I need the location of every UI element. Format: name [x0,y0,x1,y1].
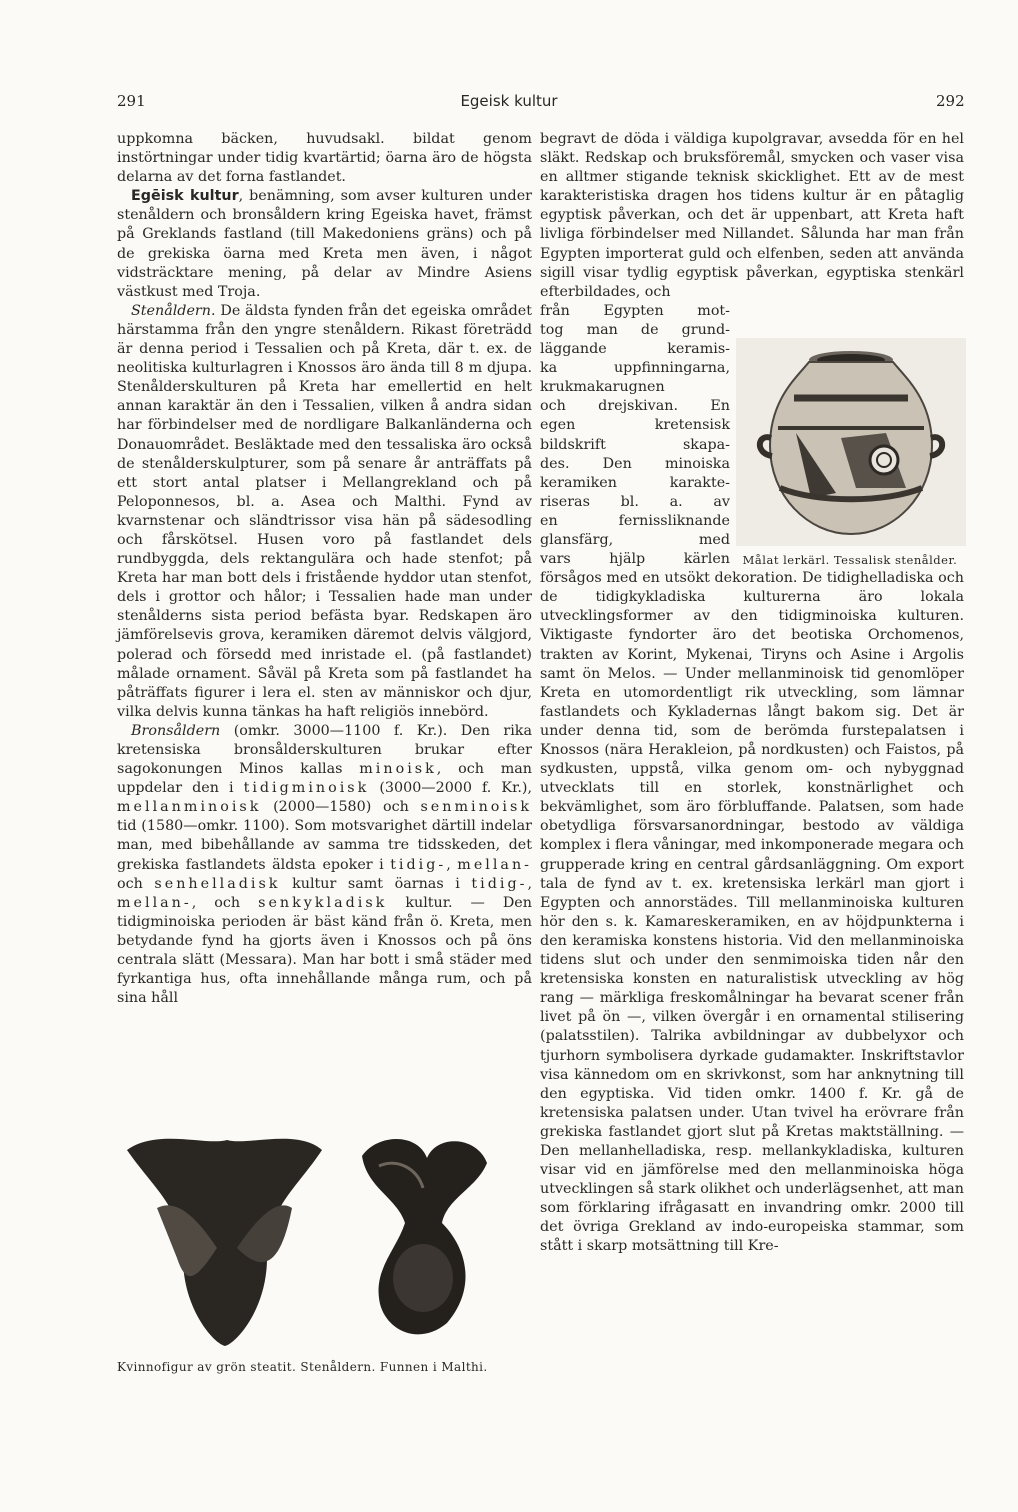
paragraph-stenaldern: Stenåldern. De äldsta fynden från det egeiska området härstamma från den yngre stenåldern. Rikast företrädd är denna period i Tessalien och på Kreta, där t. ex. de neolitiska kulturlagren i Knossos äro ända till 8 m djupa. Stenålderskulturen på Kreta har emellertid en helt annan karaktär än den i Tessalien, vilken å andra sidan har förbindelser med de nordligare Balkanländerna och Donauområdet. Besläktade med den tessaliska äro också de stenålderskulpturer, som på senare år anträffats på ett stort antal platser i Mellangrekland och på Peloponnesos, bl. a. Asea och Malthi. Fynd av kvarnstenar och sländtrissor visa hän på sädesodling och fårskötsel. Husen voro på fastlandet dels rundbyggda, dels rektangulära och hade stenfot; på Kreta har man bott dels i fristående hyddor utan stenfot, dels i grottor och hålor; i Tessalien hade man under stenålderns sista period befästa byar. Redskapen äro jämförelsevis grova, keramiken däremot delvis välgjord, polerad och försedd med inristade el. (på fastlandet) målade ornament. Såväl på Kreta som på fastlandet ha påträffats figurer i lera el. sten av människor och djur, vilka delvis kunna tänkas ha haft religiös innebörd. [117,302,532,720]
wrap-line: riseras bl. a. av [540,493,730,510]
painted-vase-image [736,338,966,546]
paragraph-bronsaldern: Bronsåldern (omkr. 3000—1100 f. Kr.). Den rika kretensiska bronsålderskulturen brukar efter sagokonungen Minos kallas minoisk, och man uppdelar den i tidigminoisk (3000—2000 f. Kr.), mellanminoisk (2000—1580) och senminoisk tid (1580—omkr. 1100). Som motsvarighet därtill indelar man, med bibehållande av samma tre tidsskeden, det grekiska fastlandets äldsta epoker i tidig-, mellan- och senhelladisk kultur samt öarnas i tidig-, mellan-, och senkykladisk kultur. — Den tidigminoiska perioden är bäst känd från ö. Kreta, men betydande fynd ha gjorts även i Knossos och på öns centrala slätt (Messara). Man har bott i små städer med fyrkantiga hus, ofta innehållande många rum, och på sina håll [117,722,533,1007]
page-number-right: 292 [936,92,965,110]
wrap-line: från Egypten mot- [540,302,730,319]
wrap-line: bildskrift skapa- [540,436,730,453]
wrap-line: vars hjälp kärlen [540,551,730,568]
wrap-line: tog man de grund- [540,321,730,338]
paragraph-egeisk: Egēisk kultur, benämning, som avser kulturen under stenåldern och bronsåldern kring Egeiska havet, främst på Greklands fastland (till Makedoniens gräns) och på de grekiska öarna med Kreta men även, i något vidsträcktare mening, på delar av Mindre Asiens västkust med Troja. [117,188,532,300]
wrap-line: ka uppfinningarna, [540,360,730,377]
wrap-line: glansfärg, med [540,531,730,548]
wrap-line: des. Den minoiska [540,455,730,472]
wrap-line: keramiken karakte- [540,474,730,491]
page-number-left: 291 [117,92,146,110]
wrap-line: en fernissliknande [540,512,730,529]
vase-caption: Målat lerkärl. Tessalisk stenålder. [742,553,958,567]
wrap-line: och drejskivan. En [540,398,730,415]
left-column [117,130,532,1008]
page-title: Egeisk kultur [460,92,558,110]
paragraph-intro: uppkomna bäcken, huvudsakl. bildat genom instörtningar under tidig kvartärtid; öarna äro de högsta delarna av det forna fastlandet. [117,131,532,186]
paragraph-right-rest: försågos med en utsökt dekoration. De tidighelladiska och de tidigkykladiska kulturerna äro lokala utvecklingsformer av den tidigminoiska kulturen. Viktigaste fyndorter äro det beotiska Orchomenos, trakten av Korint, Mykenai, Tiryns och Asine i Argolis samt ön Melos. — Under mellanminoisk tid genomlöper Kreta en utomordentligt rik utveckling, som lämnar fastlandets och Kykladernas långt bakom sig. Det är under denna tid, som de berömda furstepalatsen i Knossos (nära Herakleion, på nordkusten) och Faistos, på sydkusten, uppstå, vilka genom om- och nybyggnad utvecklats till en storlek, konstnärlighet och bekvämlighet, som äro förbluffande. Palatsen, som hade obetydliga försvarsanordningar, bestodo av väldiga komplex i flera våningar, med inkomponerade megara och grupperade kring en central gårdsanläggning. Om export tala de fynd av t. ex. kretensiska lerkärl man gjort i Egypten och annorstädes. Till mellanminoiska kulturen hör den s. k. Kamareskeramiken, en av höjdpunkterna i den keramiska konstens historia. Vid den mellanminoiska tidens slut och under den senmimoiska tiden når den kretensiska konsten en naturalistisk utveckling av hög rang — märkliga freskomålningar ha bevarat scener från livet på ön —, vilken övergår i en ornamental stilisering (palatsstilen). Talrika avbildningar av dubbelyxor och tjurhorn symbolisera dyrkade gudamakter. Inskriftstavlor visa kännedom om en skrivkonst, som har anknytning till den egyptiska. Vid tiden omkr. 1400 f. Kr. gå de kretensiska palatsen under. Utan tvivel ha erövrare från grekiska fastlandet gjort slut på Kretas maktställning. — Den mellanhelladiska, resp. mellankykladiska, kulturen visar vid en jämförelse med den mellanminoiska höga utvecklingen så stark olikhet och underlägsenhet, att man som förklaring ifrågasatt en invandring omkr. 2000 till det övriga Grekland av indo-europeiska stammar, som stått i skarp motsättning till Kre- [540,570,964,1255]
vase-illustration [736,338,966,546]
wrap-line: egen kretensisk [540,417,730,434]
paragraph-right-top: begravt de döda i väldiga kupolgravar, avsedda för en hel släkt. Redskap och bruksföremål, smycken och vaser visa en alltmer stigande teknisk skicklighet. Ett av de mest karakteristiska dragen hos tidens kultur är en påtaglig egyptisk påverkan, och det är uppenbart, att Kreta haft livliga förbindelser med Nillandet. Sålunda har man från Egypten importerat guld och elfenben, seden att använda sigill visar tydlig egyptisk påverkan, egyptiska stenkärl efterbildades, och [540,131,964,300]
wrap-line: krukmakarugnen [540,379,665,396]
figurine-illustration [117,1128,532,1350]
female-figurine-image [117,1128,532,1350]
text-beside-vase [540,302,730,569]
wrap-line: läggande keramis- [540,341,730,358]
right-column [540,130,964,1257]
figurine-caption: Kvinnofigur av grön steatit. Stenåldern. Funnen i Malthi. [117,1360,488,1374]
